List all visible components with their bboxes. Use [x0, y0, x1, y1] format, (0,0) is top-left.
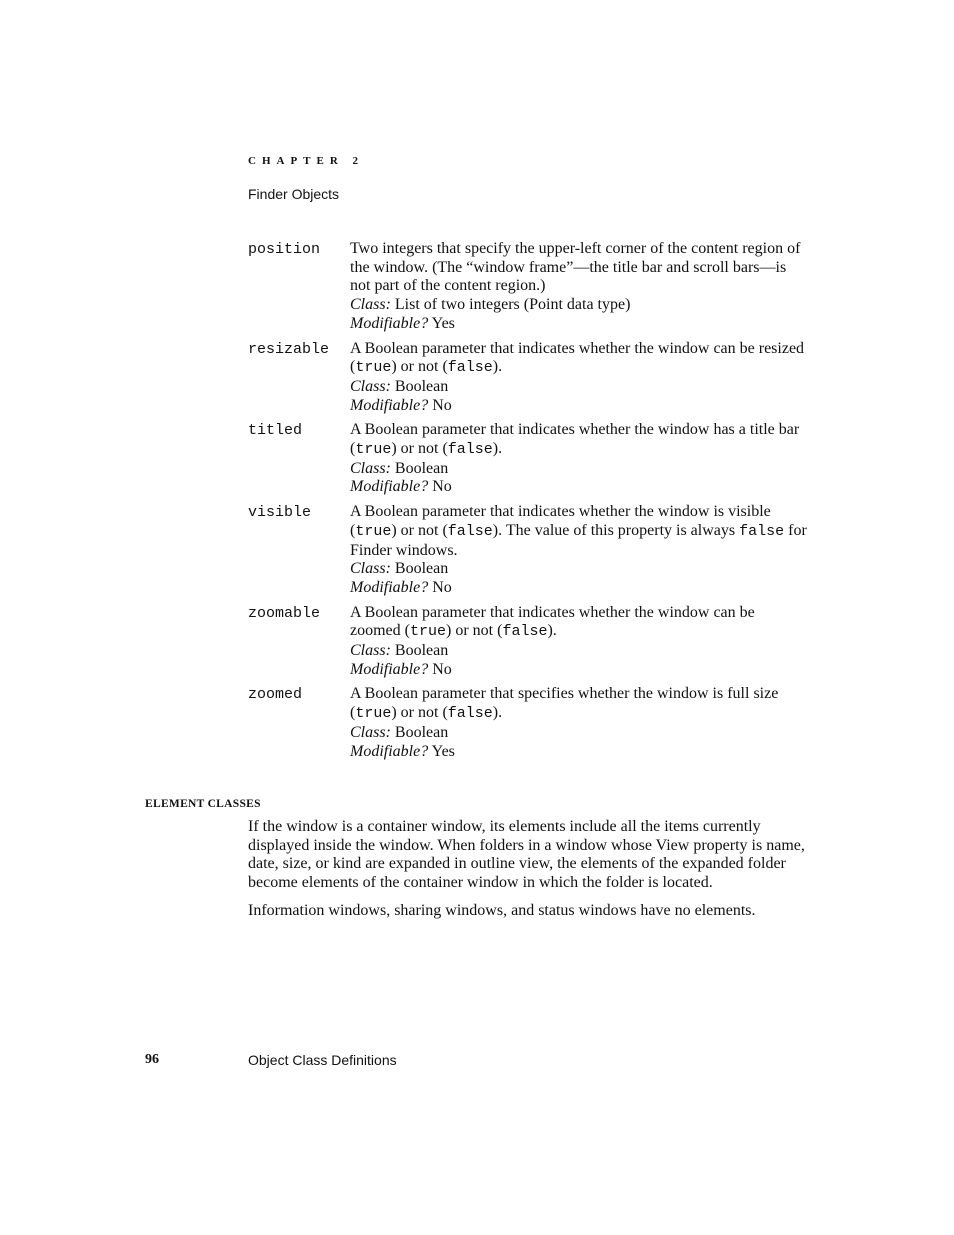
- property-name: visible: [248, 504, 312, 522]
- description-text: ) or not (: [391, 704, 448, 722]
- property-description: [350, 421, 808, 497]
- class-value: Boolean: [390, 459, 449, 477]
- class-label: Class:: [350, 723, 391, 741]
- section-body: [248, 818, 808, 930]
- property-name: zoomed: [248, 686, 303, 704]
- modifiable-label: Modifiable?: [350, 578, 429, 596]
- modifiable-label: Modifiable?: [350, 742, 429, 760]
- page-number: 96: [145, 1052, 159, 1067]
- property-class: [350, 560, 808, 579]
- modifiable-value: Yes: [428, 314, 455, 332]
- description-text: ).: [492, 440, 503, 458]
- modifiable-value: No: [428, 660, 452, 678]
- description-text: A Boolean parameter that indicates whether the window is visible (: [350, 503, 771, 539]
- section-heading: ELEMENT CLASSES: [145, 798, 261, 810]
- modifiable-value: Yes: [428, 742, 455, 760]
- property-modifiable: [350, 661, 808, 680]
- property-class: [350, 378, 808, 397]
- description-text: ).: [492, 704, 503, 722]
- description-text: for Finder windows.: [350, 521, 807, 559]
- description-text: ).: [547, 622, 557, 640]
- property-name: resizable: [248, 340, 330, 358]
- modifiable-label: Modifiable?: [350, 396, 429, 414]
- description-text: ) or not (: [391, 521, 448, 539]
- description-text: ) or not (: [391, 358, 448, 376]
- chapter-title: Finder Objects: [248, 186, 340, 202]
- code-literal: false: [447, 441, 493, 459]
- paragraph: Information windows, sharing windows, and status windows have no elements.: [248, 901, 756, 919]
- property-modifiable: [350, 315, 808, 334]
- description-text: ).: [492, 358, 503, 376]
- property-row-visible: [248, 503, 808, 598]
- property-description-text: [350, 340, 808, 378]
- description-text: A Boolean parameter that indicates whether the window can be zoomed (: [350, 603, 755, 640]
- property-row-zoomed: [248, 685, 808, 761]
- property-class: [350, 642, 808, 661]
- class-label: Class:: [350, 459, 391, 477]
- modifiable-value: No: [428, 478, 452, 496]
- code-literal: true: [355, 522, 392, 540]
- class-value: Boolean: [390, 642, 449, 660]
- property-name: zoomable: [248, 604, 321, 622]
- property-modifiable: [350, 579, 808, 598]
- class-label: Class:: [350, 296, 391, 314]
- modifiable-value: No: [428, 396, 452, 414]
- paragraph: If the window is a container window, its elements include all the items currently displayed inside the window. When folders in a window whose View property is name, date, size, or kind are expanded in outline view, the elements of the expanded folder become elements of the container window in which the folder is located.: [248, 818, 805, 892]
- modifiable-value: No: [428, 578, 452, 596]
- class-value: Boolean: [390, 560, 449, 578]
- description-text: ). The value of this property is always: [492, 521, 740, 539]
- footer-section-title: Object Class Definitions: [248, 1052, 397, 1068]
- property-modifiable: [350, 397, 808, 416]
- property-list: [248, 240, 808, 767]
- property-class: [350, 296, 808, 315]
- property-name: titled: [248, 422, 303, 440]
- property-description: [350, 685, 808, 761]
- property-class: [350, 460, 808, 479]
- property-description-text: [350, 240, 808, 296]
- description-text: ) or not (: [446, 622, 503, 640]
- property-description: [350, 503, 808, 598]
- code-literal: false: [447, 522, 493, 540]
- property-name: position: [248, 241, 321, 258]
- code-literal: true: [355, 705, 392, 723]
- property-description: [350, 604, 808, 680]
- property-row-titled: [248, 421, 808, 497]
- property-class: [350, 724, 808, 743]
- class-value: Boolean: [390, 723, 449, 741]
- property-description-text: [350, 685, 808, 723]
- description-text: A Boolean parameter that specifies whether the window is full size (: [350, 685, 779, 722]
- class-label: Class:: [350, 642, 391, 660]
- code-literal: false: [447, 359, 493, 377]
- class-label: Class:: [350, 377, 391, 395]
- code-literal: true: [355, 359, 392, 377]
- property-modifiable: [350, 478, 808, 497]
- code-literal: true: [409, 623, 446, 641]
- modifiable-label: Modifiable?: [350, 314, 429, 332]
- property-description: [350, 240, 808, 334]
- modifiable-label: Modifiable?: [350, 660, 429, 678]
- property-description-text: [350, 503, 808, 560]
- class-value: List of two integers (Point data type): [390, 296, 631, 314]
- class-label: Class:: [350, 560, 391, 578]
- description-text: A Boolean parameter that indicates whether the window has a title bar (: [350, 421, 800, 458]
- chapter-label: CHAPTER 2: [248, 155, 365, 167]
- modifiable-label: Modifiable?: [350, 478, 429, 496]
- description-text: ) or not (: [391, 440, 448, 458]
- property-description-text: [350, 421, 808, 459]
- property-row-zoomable: [248, 604, 808, 680]
- code-literal: false: [447, 705, 493, 723]
- property-description: [350, 340, 808, 416]
- description-text: Two integers that specify the upper-left corner of the content region of the window. (The “window frame”—the title bar and scroll bars—is not part of the content region.): [350, 240, 801, 295]
- description-text: A Boolean parameter that indicates whether the window can be resized (: [350, 339, 805, 376]
- property-description-text: [350, 604, 808, 642]
- property-row-resizable: [248, 340, 808, 416]
- code-literal: true: [355, 441, 392, 459]
- code-literal: false: [502, 623, 548, 641]
- class-value: Boolean: [390, 377, 449, 395]
- property-row-position: [248, 240, 808, 334]
- property-modifiable: [350, 743, 808, 762]
- code-literal: false: [739, 522, 785, 540]
